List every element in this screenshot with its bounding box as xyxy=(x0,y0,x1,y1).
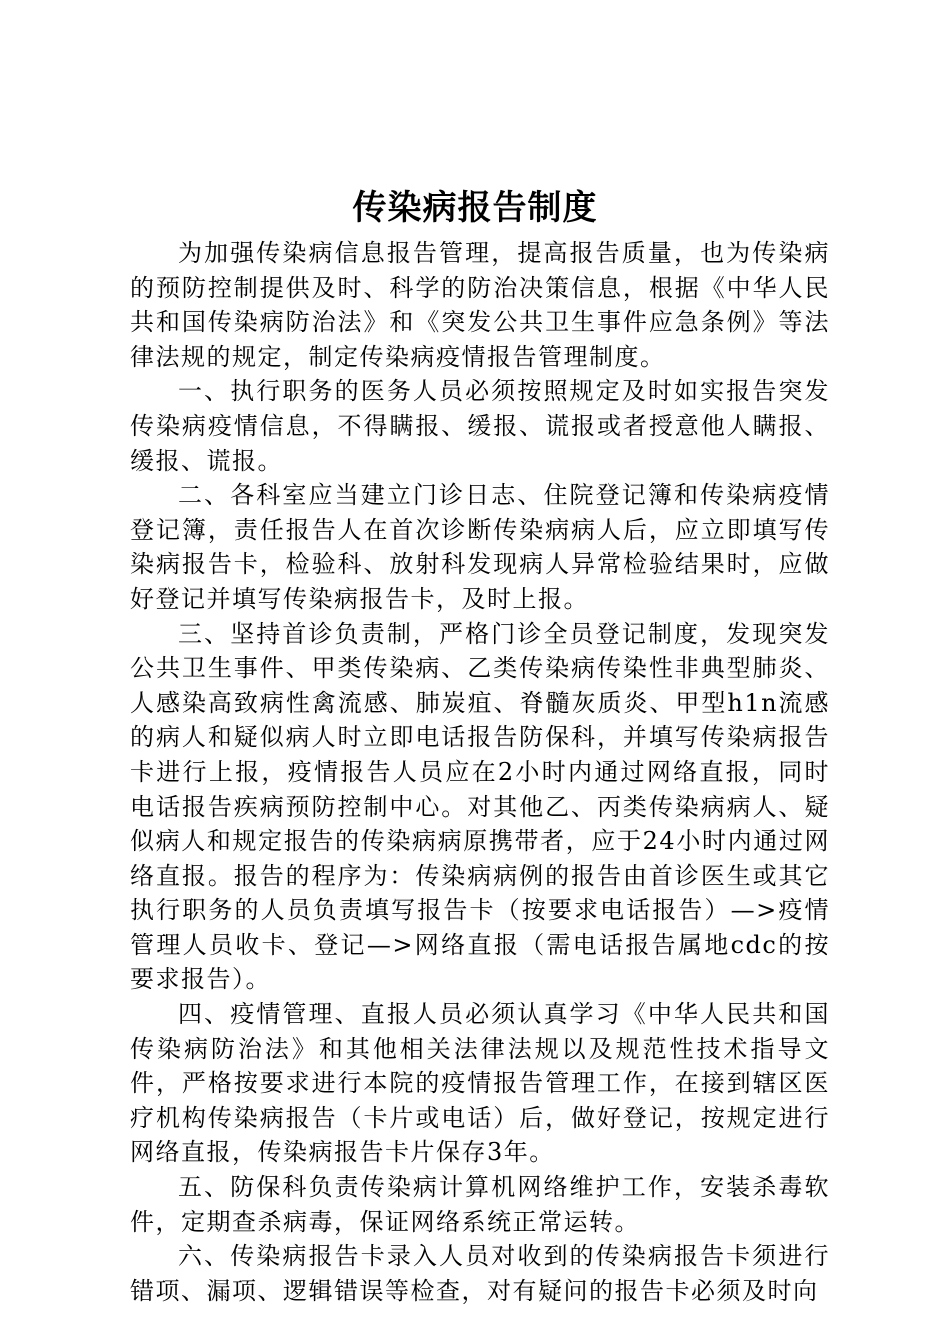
paragraph-5: 五、防保科负责传染病计算机网络维护工作，安装杀毒软件，定期查杀病毒，保证网络系统正常运转。 xyxy=(130,1173,830,1236)
document-body xyxy=(130,236,830,1308)
paragraph-6: 六、传染病报告卡录入人员对收到的传染病报告卡须进行错项、漏项、逻辑错误等检查，对有疑问的报告卡必须及时向 xyxy=(130,1242,830,1305)
document-title: 传染病报告制度 xyxy=(352,188,598,228)
paragraph-intro: 为加强传染病信息报告管理，提高报告质量，也为传染病的预防控制提供及时、科学的防治决策信息，根据《中华人民共和国传染病防治法》和《突发公共卫生事件应急条例》等法律法规的规定，制定传染病疫情报告管理制度。 xyxy=(130,239,830,371)
paragraph-3: 三、坚持首诊负责制，严格门诊全员登记制度，发现突发公共卫生事件、甲类传染病、乙类传染病传染性非典型肺炎、人感染高致病性禽流感、肺炭疽、脊髓灰质炎、甲型h1n流感的病人和疑似病人时立即电话报告防保科，并填写传染病报告卡进行上报，疫情报告人员应在2小时内通过网络直报，同时电话报告疾病预防控制中心。对其他乙、丙类传染病病人、疑似病人和规定报告的传染病病原携带者，应于24小时内通过网络直报。报告的程序为：传染病病例的报告由首诊医生或其它执行职务的人员负责填写报告卡（按要求电话报告）—>疫情管理人员收卡、登记—>网络直报（需电话报告属地cdc的按要求报告）。 xyxy=(130,619,830,994)
paragraph-4: 四、疫情管理、直报人员必须认真学习《中华人民共和国传染病防治法》和其他相关法律法规以及规范性技术指导文件，严格按要求进行本院的疫情报告管理工作，在接到辖区医疗机构传染病报告（卡片或电话）后，做好登记，按规定进行网络直报，传染病报告卡片保存3年。 xyxy=(130,1000,830,1167)
paragraph-1: 一、执行职务的医务人员必须按照规定及时如实报告突发传染病疫情信息，不得瞒报、缓报、谎报或者授意他人瞒报、缓报、谎报。 xyxy=(130,377,830,475)
paragraph-2: 二、各科室应当建立门诊日志、住院登记簿和传染病疫情登记簿，责任报告人在首次诊断传染病病人后，应立即填写传染病报告卡，检验科、放射科发现病人异常检验结果时，应做好登记并填写传染病报告卡，及时上报。 xyxy=(130,481,830,613)
